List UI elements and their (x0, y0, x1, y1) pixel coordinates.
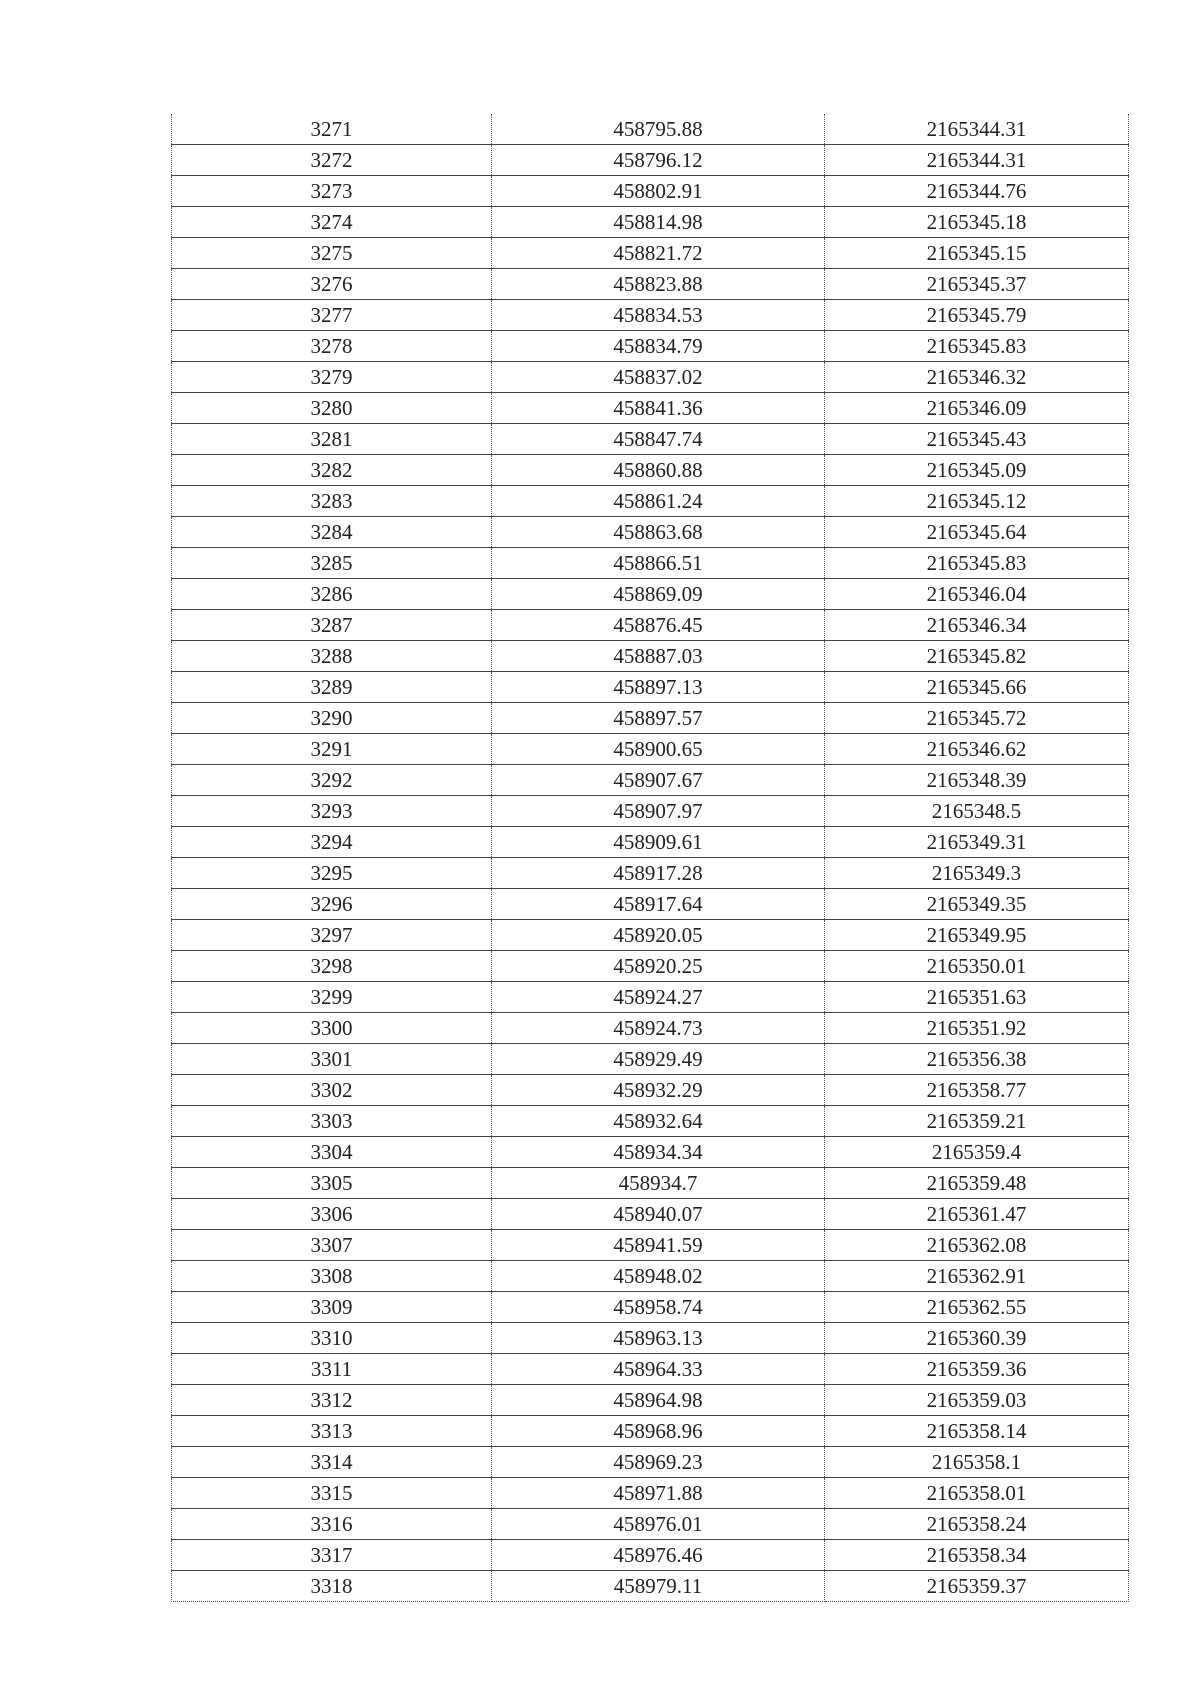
y-coordinate-cell: 2165345.79 (825, 300, 1129, 331)
point-number-cell: 3277 (172, 300, 492, 331)
table-row (172, 1013, 1129, 1044)
y-coordinate-cell: 2165351.63 (825, 982, 1129, 1013)
point-number-cell: 3280 (172, 393, 492, 424)
point-number-cell: 3317 (172, 1540, 492, 1571)
x-coordinate-cell: 458934.7 (492, 1168, 825, 1199)
table-row (172, 548, 1129, 579)
y-coordinate-cell: 2165345.43 (825, 424, 1129, 455)
x-coordinate-cell: 458869.09 (492, 579, 825, 610)
x-coordinate-cell: 458847.74 (492, 424, 825, 455)
point-number-cell: 3299 (172, 982, 492, 1013)
table-row (172, 269, 1129, 300)
y-coordinate-cell: 2165346.34 (825, 610, 1129, 641)
table-row (172, 114, 1129, 145)
table-row (172, 858, 1129, 889)
table-row (172, 1137, 1129, 1168)
table-row (172, 424, 1129, 455)
table-row (172, 734, 1129, 765)
x-coordinate-cell: 458917.64 (492, 889, 825, 920)
y-coordinate-cell: 2165358.24 (825, 1509, 1129, 1540)
x-coordinate-cell: 458821.72 (492, 238, 825, 269)
table-row (172, 1261, 1129, 1292)
point-number-cell: 3301 (172, 1044, 492, 1075)
x-coordinate-cell: 458909.61 (492, 827, 825, 858)
point-number-cell: 3273 (172, 176, 492, 207)
point-number-cell: 3271 (172, 114, 492, 145)
point-number-cell: 3316 (172, 1509, 492, 1540)
x-coordinate-cell: 458924.27 (492, 982, 825, 1013)
table-row (172, 703, 1129, 734)
x-coordinate-cell: 458876.45 (492, 610, 825, 641)
table-row (172, 517, 1129, 548)
table-row (172, 827, 1129, 858)
x-coordinate-cell: 458964.33 (492, 1354, 825, 1385)
x-coordinate-cell: 458979.11 (492, 1571, 825, 1602)
y-coordinate-cell: 2165344.31 (825, 114, 1129, 145)
x-coordinate-cell: 458897.57 (492, 703, 825, 734)
y-coordinate-cell: 2165346.62 (825, 734, 1129, 765)
y-coordinate-cell: 2165348.5 (825, 796, 1129, 827)
y-coordinate-cell: 2165350.01 (825, 951, 1129, 982)
y-coordinate-cell: 2165362.08 (825, 1230, 1129, 1261)
table-row (172, 1478, 1129, 1509)
x-coordinate-cell: 458971.88 (492, 1478, 825, 1509)
x-coordinate-cell: 458917.28 (492, 858, 825, 889)
point-number-cell: 3295 (172, 858, 492, 889)
x-coordinate-cell: 458834.79 (492, 331, 825, 362)
x-coordinate-cell: 458907.67 (492, 765, 825, 796)
y-coordinate-cell: 2165359.37 (825, 1571, 1129, 1602)
x-coordinate-cell: 458795.88 (492, 114, 825, 145)
point-number-cell: 3309 (172, 1292, 492, 1323)
x-coordinate-cell: 458932.29 (492, 1075, 825, 1106)
y-coordinate-cell: 2165349.95 (825, 920, 1129, 951)
y-coordinate-cell: 2165356.38 (825, 1044, 1129, 1075)
point-number-cell: 3300 (172, 1013, 492, 1044)
point-number-cell: 3283 (172, 486, 492, 517)
point-number-cell: 3285 (172, 548, 492, 579)
y-coordinate-cell: 2165358.01 (825, 1478, 1129, 1509)
x-coordinate-cell: 458863.68 (492, 517, 825, 548)
point-number-cell: 3305 (172, 1168, 492, 1199)
y-coordinate-cell: 2165349.31 (825, 827, 1129, 858)
y-coordinate-cell: 2165361.47 (825, 1199, 1129, 1230)
table-row (172, 145, 1129, 176)
y-coordinate-cell: 2165345.09 (825, 455, 1129, 486)
table-row (172, 1106, 1129, 1137)
point-number-cell: 3302 (172, 1075, 492, 1106)
y-coordinate-cell: 2165358.14 (825, 1416, 1129, 1447)
y-coordinate-cell: 2165358.34 (825, 1540, 1129, 1571)
point-number-cell: 3272 (172, 145, 492, 176)
point-number-cell: 3318 (172, 1571, 492, 1602)
y-coordinate-cell: 2165345.83 (825, 331, 1129, 362)
x-coordinate-cell: 458900.65 (492, 734, 825, 765)
table-row (172, 1044, 1129, 1075)
x-coordinate-cell: 458796.12 (492, 145, 825, 176)
x-coordinate-cell: 458948.02 (492, 1261, 825, 1292)
table-row (172, 1199, 1129, 1230)
y-coordinate-cell: 2165360.39 (825, 1323, 1129, 1354)
point-number-cell: 3303 (172, 1106, 492, 1137)
x-coordinate-cell: 458866.51 (492, 548, 825, 579)
x-coordinate-cell: 458958.74 (492, 1292, 825, 1323)
x-coordinate-cell: 458964.98 (492, 1385, 825, 1416)
x-coordinate-cell: 458823.88 (492, 269, 825, 300)
point-number-cell: 3312 (172, 1385, 492, 1416)
point-number-cell: 3284 (172, 517, 492, 548)
table-row (172, 1323, 1129, 1354)
y-coordinate-cell: 2165362.55 (825, 1292, 1129, 1323)
y-coordinate-cell: 2165345.83 (825, 548, 1129, 579)
table-row (172, 579, 1129, 610)
coordinate-table (171, 114, 1129, 1602)
x-coordinate-cell: 458834.53 (492, 300, 825, 331)
y-coordinate-cell: 2165359.36 (825, 1354, 1129, 1385)
table-row (172, 1292, 1129, 1323)
x-coordinate-cell: 458929.49 (492, 1044, 825, 1075)
table-row (172, 1385, 1129, 1416)
table-row (172, 1354, 1129, 1385)
table-row (172, 176, 1129, 207)
point-number-cell: 3290 (172, 703, 492, 734)
table-row (172, 1447, 1129, 1478)
x-coordinate-cell: 458814.98 (492, 207, 825, 238)
point-number-cell: 3288 (172, 641, 492, 672)
table-row (172, 982, 1129, 1013)
table-row (172, 1571, 1129, 1602)
table-row (172, 920, 1129, 951)
y-coordinate-cell: 2165345.82 (825, 641, 1129, 672)
table-row (172, 1230, 1129, 1261)
point-number-cell: 3279 (172, 362, 492, 393)
table-row (172, 486, 1129, 517)
y-coordinate-cell: 2165345.72 (825, 703, 1129, 734)
x-coordinate-cell: 458897.13 (492, 672, 825, 703)
x-coordinate-cell: 458841.36 (492, 393, 825, 424)
x-coordinate-cell: 458861.24 (492, 486, 825, 517)
table-row (172, 455, 1129, 486)
x-coordinate-cell: 458932.64 (492, 1106, 825, 1137)
y-coordinate-cell: 2165345.37 (825, 269, 1129, 300)
y-coordinate-cell: 2165346.32 (825, 362, 1129, 393)
y-coordinate-cell: 2165359.48 (825, 1168, 1129, 1199)
point-number-cell: 3307 (172, 1230, 492, 1261)
x-coordinate-cell: 458920.25 (492, 951, 825, 982)
x-coordinate-cell: 458941.59 (492, 1230, 825, 1261)
table-row (172, 641, 1129, 672)
point-number-cell: 3308 (172, 1261, 492, 1292)
x-coordinate-cell: 458934.34 (492, 1137, 825, 1168)
x-coordinate-cell: 458837.02 (492, 362, 825, 393)
table-row (172, 889, 1129, 920)
y-coordinate-cell: 2165345.15 (825, 238, 1129, 269)
table-row (172, 951, 1129, 982)
y-coordinate-cell: 2165349.3 (825, 858, 1129, 889)
point-number-cell: 3282 (172, 455, 492, 486)
table-row (172, 331, 1129, 362)
x-coordinate-cell: 458976.01 (492, 1509, 825, 1540)
table-row (172, 1509, 1129, 1540)
x-coordinate-cell: 458969.23 (492, 1447, 825, 1478)
x-coordinate-cell: 458968.96 (492, 1416, 825, 1447)
point-number-cell: 3315 (172, 1478, 492, 1509)
table-row (172, 238, 1129, 269)
y-coordinate-cell: 2165344.31 (825, 145, 1129, 176)
x-coordinate-cell: 458907.97 (492, 796, 825, 827)
y-coordinate-cell: 2165358.1 (825, 1447, 1129, 1478)
point-number-cell: 3275 (172, 238, 492, 269)
point-number-cell: 3313 (172, 1416, 492, 1447)
x-coordinate-cell: 458887.03 (492, 641, 825, 672)
y-coordinate-cell: 2165344.76 (825, 176, 1129, 207)
y-coordinate-cell: 2165358.77 (825, 1075, 1129, 1106)
point-number-cell: 3281 (172, 424, 492, 455)
y-coordinate-cell: 2165362.91 (825, 1261, 1129, 1292)
y-coordinate-cell: 2165348.39 (825, 765, 1129, 796)
table-row (172, 672, 1129, 703)
point-number-cell: 3298 (172, 951, 492, 982)
point-number-cell: 3293 (172, 796, 492, 827)
point-number-cell: 3289 (172, 672, 492, 703)
y-coordinate-cell: 2165345.12 (825, 486, 1129, 517)
y-coordinate-cell: 2165346.09 (825, 393, 1129, 424)
point-number-cell: 3292 (172, 765, 492, 796)
table-row (172, 610, 1129, 641)
point-number-cell: 3314 (172, 1447, 492, 1478)
table-row (172, 362, 1129, 393)
y-coordinate-cell: 2165345.66 (825, 672, 1129, 703)
x-coordinate-cell: 458802.91 (492, 176, 825, 207)
x-coordinate-cell: 458924.73 (492, 1013, 825, 1044)
y-coordinate-cell: 2165351.92 (825, 1013, 1129, 1044)
point-number-cell: 3304 (172, 1137, 492, 1168)
table-row (172, 796, 1129, 827)
y-coordinate-cell: 2165349.35 (825, 889, 1129, 920)
table-row (172, 1540, 1129, 1571)
x-coordinate-cell: 458940.07 (492, 1199, 825, 1230)
y-coordinate-cell: 2165345.64 (825, 517, 1129, 548)
y-coordinate-cell: 2165359.03 (825, 1385, 1129, 1416)
point-number-cell: 3286 (172, 579, 492, 610)
x-coordinate-cell: 458963.13 (492, 1323, 825, 1354)
table-row (172, 300, 1129, 331)
table-row (172, 207, 1129, 238)
x-coordinate-cell: 458860.88 (492, 455, 825, 486)
x-coordinate-cell: 458920.05 (492, 920, 825, 951)
y-coordinate-cell: 2165359.4 (825, 1137, 1129, 1168)
point-number-cell: 3310 (172, 1323, 492, 1354)
point-number-cell: 3278 (172, 331, 492, 362)
x-coordinate-cell: 458976.46 (492, 1540, 825, 1571)
table-row (172, 393, 1129, 424)
table-row (172, 765, 1129, 796)
table-row (172, 1168, 1129, 1199)
table-row (172, 1075, 1129, 1106)
point-number-cell: 3297 (172, 920, 492, 951)
coordinate-table-body (172, 114, 1129, 1602)
y-coordinate-cell: 2165345.18 (825, 207, 1129, 238)
y-coordinate-cell: 2165359.21 (825, 1106, 1129, 1137)
y-coordinate-cell: 2165346.04 (825, 579, 1129, 610)
point-number-cell: 3287 (172, 610, 492, 641)
point-number-cell: 3276 (172, 269, 492, 300)
point-number-cell: 3311 (172, 1354, 492, 1385)
point-number-cell: 3291 (172, 734, 492, 765)
point-number-cell: 3274 (172, 207, 492, 238)
point-number-cell: 3306 (172, 1199, 492, 1230)
point-number-cell: 3294 (172, 827, 492, 858)
point-number-cell: 3296 (172, 889, 492, 920)
table-row (172, 1416, 1129, 1447)
